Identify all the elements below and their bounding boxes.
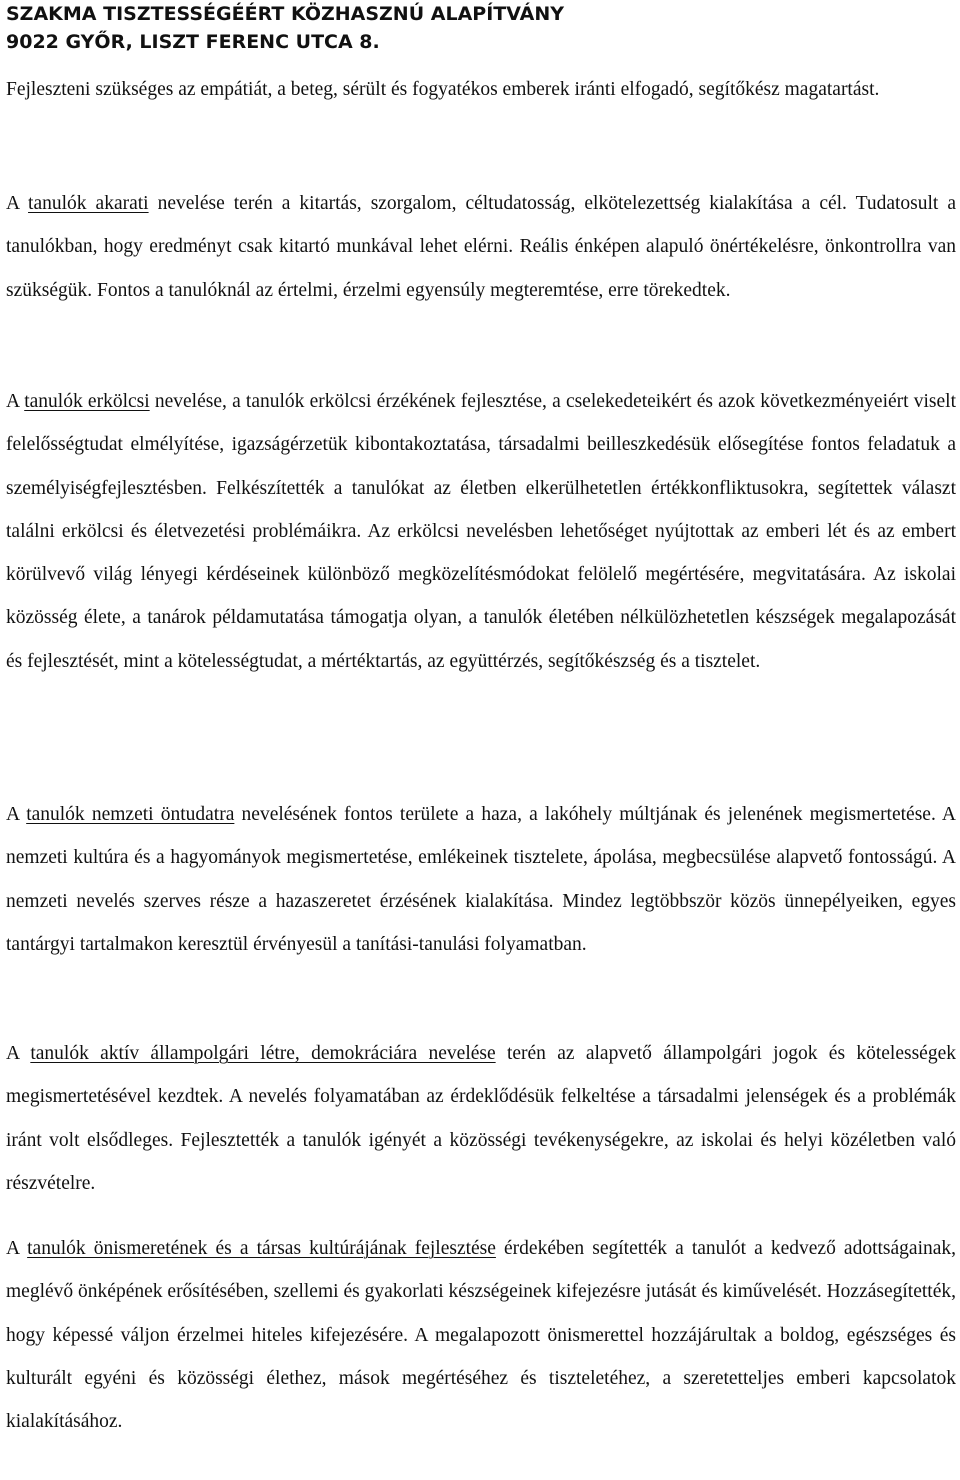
paragraph-text: Fejleszteni szükséges az empátiát, a beteg, sérült és fogyatékos emberek iránti elfogadó, segítőkész magatartást.: [6, 79, 880, 100]
paragraph-will-education: [6, 182, 956, 312]
paragraph-prefix: A: [6, 1238, 28, 1259]
underlined-topic: tanulók nemzeti öntudatra: [26, 804, 235, 825]
paragraph-prefix: A: [6, 1043, 31, 1064]
paragraph-text: nevelése, a tanulók erkölcsi érzékének fejlesztése, a cselekedeteikért és azok következményeiért viselt felelősségtudat elmélyítése, igazságérzetük kibontakoztatása, társadalmi beilleszkedésük elősegítése fontos feladatuk a személyiségfejlesztésben. Felkészítették a tanulókat az életben elkerülhetetlen értékkonfliktusokra, segítettek választ találni erkölcsi és életvezetési problémáikra. Az erkölcsi nevelésben lehetőséget nyújtottak az emberi lét és az embert körülvevő világ lényegi kérdéseinek különböző megközelítésmódokat felölelő megértésére, megvitatására. Az iskolai közösség élete, a tanárok példamutatása támogatja olyan, a tanulók életében nélkülözhetetlen készségek megalapozását és fejlesztését, mint a kötelességtudat, a mértéktartás, az együttérzés, segítőkészség és a tisztelet.: [6, 391, 957, 672]
paragraph-national-identity: [6, 793, 956, 966]
paragraph-prefix: A: [6, 804, 27, 825]
paragraph-prefix: A: [6, 391, 25, 412]
paragraph-moral-education: [6, 380, 956, 683]
paragraph-text: nevelésének fontos területe a haza, a lakóhely múltjának és jelenének megismertetése. A nemzeti kultúra és a hagyományok megismertetése, emlékeinek tisztelete, ápolása, megbecsülése alapvető fontosságú. A nemzeti nevelés szerves része a hazaszeretet érzésének kialakítása. Mindez legtöbbször közös ünnepélyeiken, egyes tantárgyi tartalmakon keresztül érvényesül a tanítási-tanulási folyamatban.: [6, 804, 956, 955]
paragraph-self-knowledge: [6, 1227, 956, 1443]
paragraph-empathy: [6, 68, 956, 111]
underlined-topic: tanulók önismeretének és a társas kultúrájának fejlesztése: [27, 1238, 496, 1259]
organization-address: 9022 GYŐR, LISZT FERENC UTCA 8.: [6, 31, 380, 53]
underlined-topic: tanulók aktív állampolgári létre, demokráciára nevelése: [30, 1043, 496, 1064]
paragraph-text: érdekében segítették a tanulót a kedvező adottságainak, meglévő önképének erősítésében, szellemi és gyakorlati készségeinek kifejezésre jutását és kiművelését. Hozzásegítették, hogy képessé váljon érzelmei hiteles kifejezésére. A megalapozott önismerettel hozzájárultak a boldog, egészséges és kulturált egyéni és közösségi élethez, mások megértéséhez és tiszteletéhez, a szeretetteljes emberi kapcsolatok kialakításához.: [6, 1238, 957, 1433]
organization-name: SZAKMA TISZTESSÉGÉÉRT KÖZHASZNÚ ALAPÍTVÁNY: [6, 3, 565, 25]
paragraph-text: nevelése terén a kitartás, szorgalom, céltudatosság, elkötelezettség kialakítása a cél. Tudatosult a tanulókban, hogy eredményt csak kitartó munkával lehet elérni. Reális énképen alapuló önértékelésre, önkontrollra van szükségük. Fontos a tanulóknál az értelmi, érzelmi egyensúly megteremtése, erre törekedtek.: [6, 193, 956, 301]
paragraph-citizenship: [6, 1032, 956, 1205]
underlined-topic: tanulók akarati: [28, 193, 149, 214]
underlined-topic: tanulók erkölcsi: [24, 391, 150, 412]
paragraph-text: terén az alapvető állampolgári jogok és kötelességek megismertetésével kezdtek. A nevelés folyamatában az érdeklődésük felkeltése a társadalmi jelenségek és a problémák iránt volt elsődleges. Fejlesztették a tanulók igényét a közösségi tevékenységekre, az iskolai és helyi közéletben való részvételre.: [6, 1043, 956, 1194]
letterhead: [6, 0, 946, 56]
paragraph-prefix: A: [6, 193, 29, 214]
